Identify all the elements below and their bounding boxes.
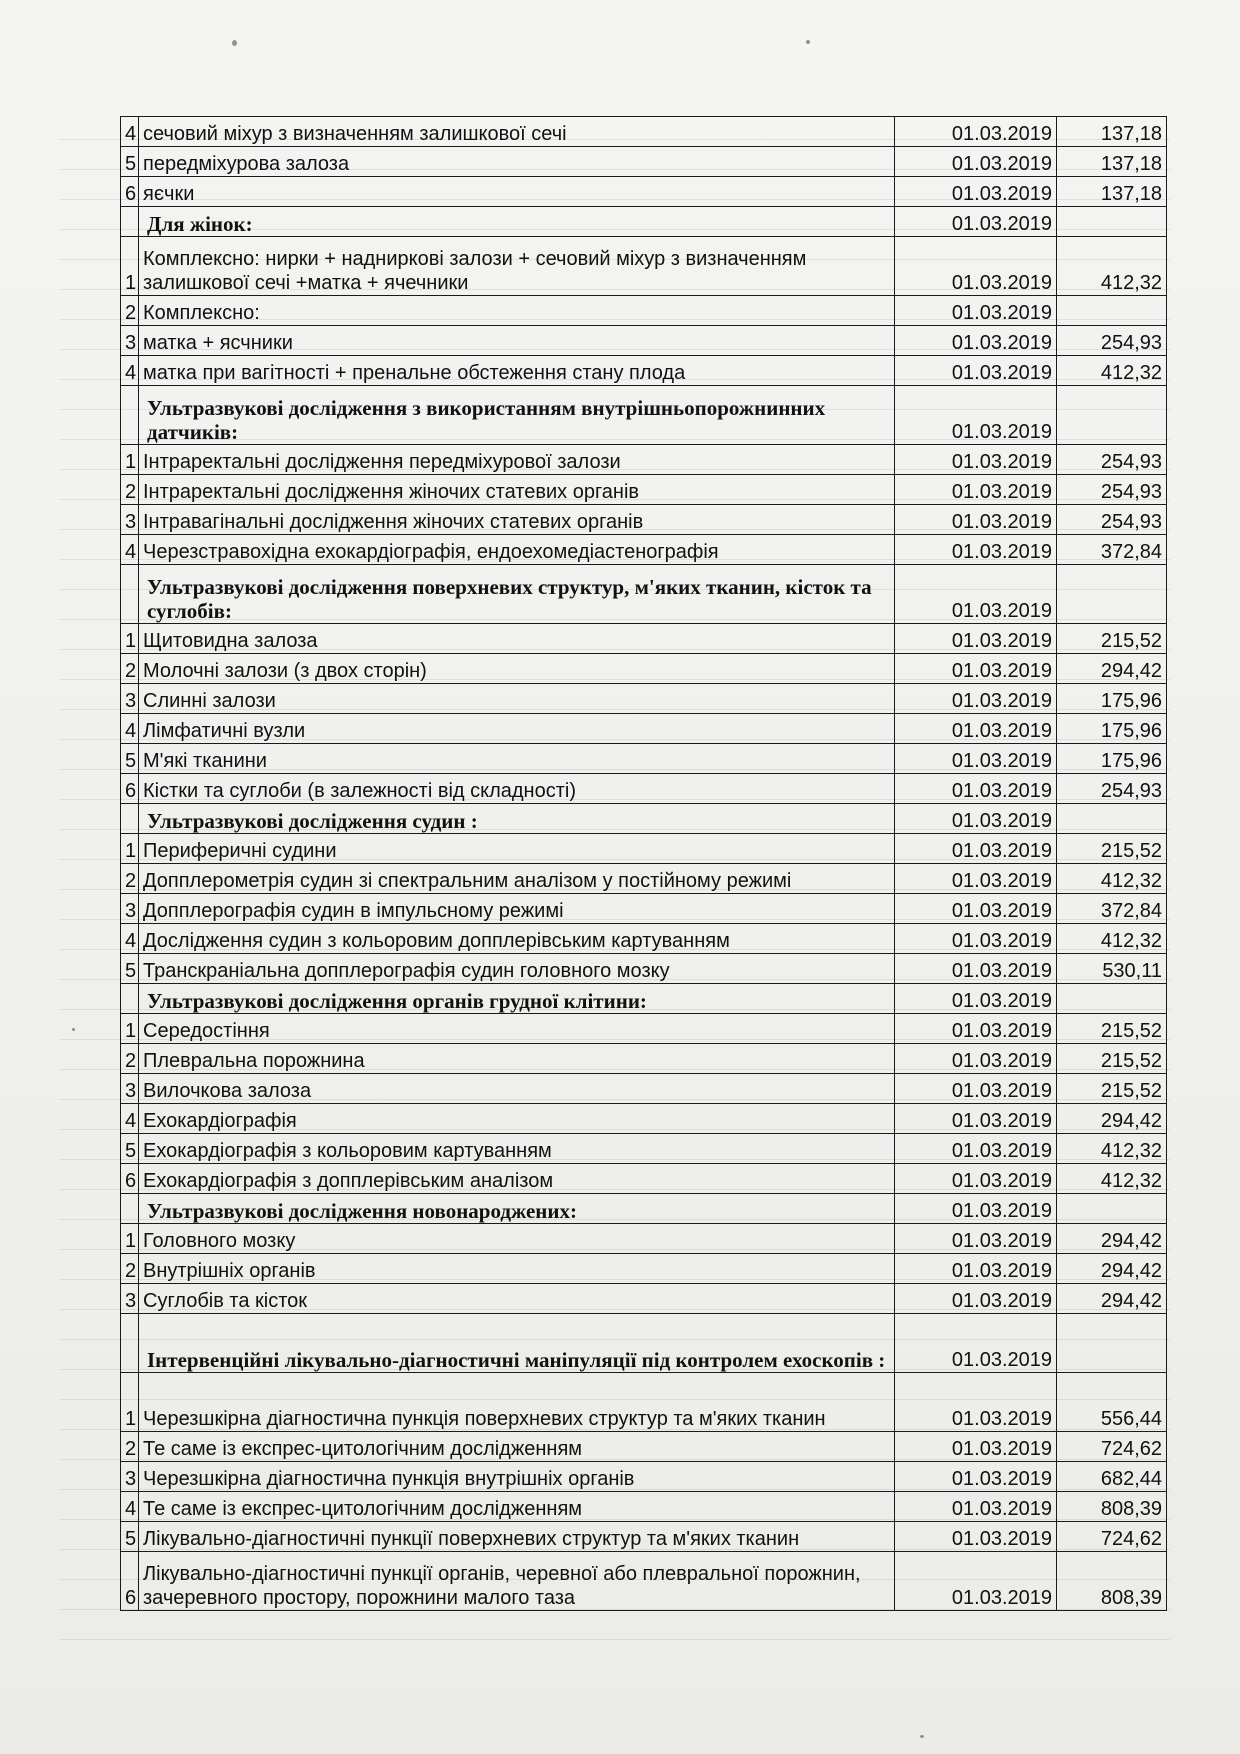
- effective-date: 01.03.2019: [895, 1462, 1057, 1492]
- price-value: 175,96: [1057, 684, 1167, 714]
- price-value: 137,18: [1057, 177, 1167, 207]
- price-value: 372,84: [1057, 894, 1167, 924]
- row-number: 1: [121, 624, 139, 654]
- row-number: 5: [121, 744, 139, 774]
- table-row: [121, 1373, 1167, 1432]
- price-value: 215,52: [1057, 834, 1167, 864]
- row-number: 1: [121, 445, 139, 475]
- row-number: 4: [121, 356, 139, 386]
- price-value: [1057, 1314, 1167, 1373]
- row-number: 2: [121, 864, 139, 894]
- row-number: 3: [121, 326, 139, 356]
- table-row: [121, 475, 1167, 505]
- section-title: Інтервенційні лікувально-діагностичні маніпуляції під контролем ехоскопів :: [139, 1314, 895, 1373]
- table-row: [121, 1522, 1167, 1552]
- service-name: Внутрішніх органів: [139, 1254, 895, 1284]
- price-value: 412,32: [1057, 864, 1167, 894]
- row-number: 1: [121, 1373, 139, 1432]
- price-value: 530,11: [1057, 954, 1167, 984]
- table-row: [121, 1044, 1167, 1074]
- effective-date: 01.03.2019: [895, 1552, 1057, 1611]
- effective-date: 01.03.2019: [895, 1044, 1057, 1074]
- row-number: 3: [121, 1284, 139, 1314]
- table-row: [121, 1164, 1167, 1194]
- service-name: Черезстравохідна ехокардіографія, ендоехомедіастенографія: [139, 535, 895, 565]
- table-row: [121, 684, 1167, 714]
- service-name: Ехокардіографія з кольоровим картуванням: [139, 1134, 895, 1164]
- service-name: Ехокардіографія: [139, 1104, 895, 1134]
- service-name: Молочні залози (з двох сторін): [139, 654, 895, 684]
- service-name: Лікувально-діагностичні пункції поверхневих структур та м'яких тканин: [139, 1522, 895, 1552]
- effective-date: 01.03.2019: [895, 1284, 1057, 1314]
- effective-date: 01.03.2019: [895, 147, 1057, 177]
- row-number: 5: [121, 954, 139, 984]
- row-number: 2: [121, 654, 139, 684]
- row-number: 1: [121, 1224, 139, 1254]
- price-value: 808,39: [1057, 1492, 1167, 1522]
- service-name: Транскраніальна допплерографія судин головного мозку: [139, 954, 895, 984]
- effective-date: 01.03.2019: [895, 1254, 1057, 1284]
- section-title: Для жінок:: [139, 207, 895, 237]
- row-number: 2: [121, 1254, 139, 1284]
- table-row: [121, 624, 1167, 654]
- service-name: Те саме із експрес-цитологічним дослідженням: [139, 1492, 895, 1522]
- table-row: [121, 1552, 1167, 1611]
- row-number: 1: [121, 1014, 139, 1044]
- section-title: Ультразвукові дослідження поверхневих структур, м'яких тканин, кісток та суглобів:: [139, 565, 895, 624]
- price-value: 215,52: [1057, 1074, 1167, 1104]
- table-row: [121, 1134, 1167, 1164]
- table-row: [121, 326, 1167, 356]
- table-row: [121, 1104, 1167, 1134]
- service-name: Допплерометрія судин зі спектральним аналізом у постійному режимі: [139, 864, 895, 894]
- table-row: [121, 535, 1167, 565]
- scan-speck: [72, 1028, 75, 1031]
- price-value: 682,44: [1057, 1462, 1167, 1492]
- service-name: Допплерографія судин в імпульсному режимі: [139, 894, 895, 924]
- row-number: 1: [121, 834, 139, 864]
- row-number: 6: [121, 177, 139, 207]
- price-value: 175,96: [1057, 714, 1167, 744]
- service-name: Черезшкірна діагностична пункція внутрішніх органів: [139, 1462, 895, 1492]
- table-row: [121, 296, 1167, 326]
- effective-date: 01.03.2019: [895, 1074, 1057, 1104]
- price-value: [1057, 1194, 1167, 1224]
- service-name: Комплексно:: [139, 296, 895, 326]
- row-number: 4: [121, 714, 139, 744]
- effective-date: 01.03.2019: [895, 1134, 1057, 1164]
- section-header-row: [121, 804, 1167, 834]
- effective-date: 01.03.2019: [895, 117, 1057, 147]
- row-number: 4: [121, 117, 139, 147]
- row-number: 2: [121, 475, 139, 505]
- service-name: М'які тканини: [139, 744, 895, 774]
- row-number: [121, 984, 139, 1014]
- service-name: Інтравагінальні дослідження жіночих статевих органів: [139, 505, 895, 535]
- row-number: 3: [121, 1074, 139, 1104]
- price-value: 412,32: [1057, 1134, 1167, 1164]
- service-name: Периферичні судини: [139, 834, 895, 864]
- effective-date: 01.03.2019: [895, 386, 1057, 445]
- table-row: [121, 714, 1167, 744]
- effective-date: 01.03.2019: [895, 834, 1057, 864]
- section-title: Ультразвукові дослідження органів грудної клітини:: [139, 984, 895, 1014]
- table-row: [121, 654, 1167, 684]
- table-row: [121, 834, 1167, 864]
- effective-date: 01.03.2019: [895, 1373, 1057, 1432]
- effective-date: 01.03.2019: [895, 894, 1057, 924]
- price-value: 724,62: [1057, 1522, 1167, 1552]
- price-value: 254,93: [1057, 475, 1167, 505]
- table-row: [121, 1014, 1167, 1044]
- service-name: Середостіння: [139, 1014, 895, 1044]
- table-row: [121, 1432, 1167, 1462]
- service-name: Інтраректальні дослідження жіночих статевих органів: [139, 475, 895, 505]
- section-title: Ультразвукові дослідження новонароджених:: [139, 1194, 895, 1224]
- price-value: 412,32: [1057, 237, 1167, 296]
- row-number: 4: [121, 1492, 139, 1522]
- effective-date: 01.03.2019: [895, 984, 1057, 1014]
- price-value: [1057, 296, 1167, 326]
- service-name: Лікувально-діагностичні пункції органів, черевної або плевральної порожнин, зачеревного простору, порожнини малого таза: [139, 1552, 895, 1611]
- service-name: Суглобів та кісток: [139, 1284, 895, 1314]
- effective-date: 01.03.2019: [895, 1164, 1057, 1194]
- service-name: Вилочкова залоза: [139, 1074, 895, 1104]
- row-number: 3: [121, 505, 139, 535]
- table-row: [121, 445, 1167, 475]
- table-row: [121, 356, 1167, 386]
- table-row: [121, 177, 1167, 207]
- table-row: [121, 237, 1167, 296]
- price-value: [1057, 207, 1167, 237]
- price-value: 215,52: [1057, 1044, 1167, 1074]
- row-number: 2: [121, 296, 139, 326]
- service-name: Слинні залози: [139, 684, 895, 714]
- row-number: 2: [121, 1044, 139, 1074]
- effective-date: 01.03.2019: [895, 535, 1057, 565]
- table-row: [121, 1074, 1167, 1104]
- price-table: [120, 116, 1167, 1611]
- price-value: 412,32: [1057, 356, 1167, 386]
- table-row: [121, 1462, 1167, 1492]
- section-header-row: [121, 1194, 1167, 1224]
- effective-date: 01.03.2019: [895, 714, 1057, 744]
- row-number: 4: [121, 924, 139, 954]
- section-header-row: [121, 386, 1167, 445]
- price-value: [1057, 804, 1167, 834]
- price-value: 294,42: [1057, 1104, 1167, 1134]
- price-value: 808,39: [1057, 1552, 1167, 1611]
- table-row: [121, 924, 1167, 954]
- effective-date: 01.03.2019: [895, 326, 1057, 356]
- price-value: 412,32: [1057, 924, 1167, 954]
- service-name: Головного мозку: [139, 1224, 895, 1254]
- price-value: 137,18: [1057, 117, 1167, 147]
- effective-date: 01.03.2019: [895, 1314, 1057, 1373]
- effective-date: 01.03.2019: [895, 1492, 1057, 1522]
- table-row: [121, 1224, 1167, 1254]
- row-number: [121, 565, 139, 624]
- table-row: [121, 1492, 1167, 1522]
- price-value: 215,52: [1057, 624, 1167, 654]
- row-number: [121, 207, 139, 237]
- effective-date: 01.03.2019: [895, 654, 1057, 684]
- effective-date: 01.03.2019: [895, 684, 1057, 714]
- service-name: Ехокардіографія з допплерівським аналізом: [139, 1164, 895, 1194]
- effective-date: 01.03.2019: [895, 1224, 1057, 1254]
- table-row: [121, 505, 1167, 535]
- effective-date: 01.03.2019: [895, 1104, 1057, 1134]
- scan-speck: [920, 1735, 924, 1738]
- price-value: 294,42: [1057, 1254, 1167, 1284]
- price-value: [1057, 984, 1167, 1014]
- effective-date: 01.03.2019: [895, 864, 1057, 894]
- effective-date: 01.03.2019: [895, 177, 1057, 207]
- row-number: 3: [121, 684, 139, 714]
- effective-date: 01.03.2019: [895, 505, 1057, 535]
- price-value: [1057, 565, 1167, 624]
- price-value: 254,93: [1057, 774, 1167, 804]
- effective-date: 01.03.2019: [895, 1432, 1057, 1462]
- row-number: 6: [121, 1164, 139, 1194]
- service-name: Дослідження судин з кольоровим допплерівським картуванням: [139, 924, 895, 954]
- service-name: Комплексно: нирки + надниркові залози + сечовий міхур з визначенням залишкової сечі +матка + ячечники: [139, 237, 895, 296]
- scan-speck: [806, 40, 810, 44]
- effective-date: 01.03.2019: [895, 804, 1057, 834]
- table-row: [121, 1284, 1167, 1314]
- row-number: [121, 1314, 139, 1373]
- effective-date: 01.03.2019: [895, 1522, 1057, 1552]
- row-number: 6: [121, 1552, 139, 1611]
- price-value: 556,44: [1057, 1373, 1167, 1432]
- section-header-row: [121, 207, 1167, 237]
- price-value: 254,93: [1057, 445, 1167, 475]
- service-name: матка при вагітності + пренальне обстеження стану плода: [139, 356, 895, 386]
- table-row: [121, 744, 1167, 774]
- price-value: 294,42: [1057, 1224, 1167, 1254]
- price-value: 254,93: [1057, 505, 1167, 535]
- effective-date: 01.03.2019: [895, 1014, 1057, 1044]
- price-value: 412,32: [1057, 1164, 1167, 1194]
- service-name: Кістки та суглоби (в залежності від складності): [139, 774, 895, 804]
- price-value: 137,18: [1057, 147, 1167, 177]
- effective-date: 01.03.2019: [895, 445, 1057, 475]
- price-value: 294,42: [1057, 1284, 1167, 1314]
- effective-date: 01.03.2019: [895, 207, 1057, 237]
- price-value: 372,84: [1057, 535, 1167, 565]
- price-value: 254,93: [1057, 326, 1167, 356]
- section-header-row: [121, 565, 1167, 624]
- row-number: [121, 804, 139, 834]
- table-row: [121, 864, 1167, 894]
- section-title: Ультразвукові дослідження з використанням внутрішньопорожнинних датчиків:: [139, 386, 895, 445]
- price-value: 294,42: [1057, 654, 1167, 684]
- table-row: [121, 954, 1167, 984]
- service-name: передміхурова залоза: [139, 147, 895, 177]
- service-name: яєчки: [139, 177, 895, 207]
- effective-date: 01.03.2019: [895, 565, 1057, 624]
- service-name: матка + ясчники: [139, 326, 895, 356]
- scan-speck: [232, 40, 237, 46]
- price-table-body: [121, 117, 1167, 1611]
- row-number: [121, 386, 139, 445]
- price-value: 215,52: [1057, 1014, 1167, 1044]
- effective-date: 01.03.2019: [895, 924, 1057, 954]
- row-number: 4: [121, 1104, 139, 1134]
- table-row: [121, 1254, 1167, 1284]
- price-value: 724,62: [1057, 1432, 1167, 1462]
- effective-date: 01.03.2019: [895, 624, 1057, 654]
- row-number: 6: [121, 774, 139, 804]
- price-value: 175,96: [1057, 744, 1167, 774]
- effective-date: 01.03.2019: [895, 475, 1057, 505]
- service-name: Черезшкірна діагностична пункція поверхневих структур та м'яких тканин: [139, 1373, 895, 1432]
- table-row: [121, 774, 1167, 804]
- section-title: Ультразвукові дослідження судин :: [139, 804, 895, 834]
- row-number: 4: [121, 535, 139, 565]
- section-header-row: [121, 1314, 1167, 1373]
- effective-date: 01.03.2019: [895, 1194, 1057, 1224]
- row-number: 5: [121, 1134, 139, 1164]
- effective-date: 01.03.2019: [895, 744, 1057, 774]
- service-name: Плевральна порожнина: [139, 1044, 895, 1074]
- row-number: [121, 1194, 139, 1224]
- effective-date: 01.03.2019: [895, 774, 1057, 804]
- service-name: Те саме із експрес-цитологічним дослідженням: [139, 1432, 895, 1462]
- service-name: Щитовидна залоза: [139, 624, 895, 654]
- table-row: [121, 117, 1167, 147]
- row-number: 5: [121, 147, 139, 177]
- effective-date: 01.03.2019: [895, 296, 1057, 326]
- effective-date: 01.03.2019: [895, 356, 1057, 386]
- effective-date: 01.03.2019: [895, 237, 1057, 296]
- section-header-row: [121, 984, 1167, 1014]
- effective-date: 01.03.2019: [895, 954, 1057, 984]
- price-value: [1057, 386, 1167, 445]
- row-number: 5: [121, 1522, 139, 1552]
- row-number: 3: [121, 1462, 139, 1492]
- row-number: 2: [121, 1432, 139, 1462]
- service-name: сечовий міхур з визначенням залишкової сечі: [139, 117, 895, 147]
- service-name: Інтраректальні дослідження передміхурової залози: [139, 445, 895, 475]
- table-row: [121, 894, 1167, 924]
- table-row: [121, 147, 1167, 177]
- row-number: 3: [121, 894, 139, 924]
- service-name: Лімфатичні вузли: [139, 714, 895, 744]
- row-number: 1: [121, 237, 139, 296]
